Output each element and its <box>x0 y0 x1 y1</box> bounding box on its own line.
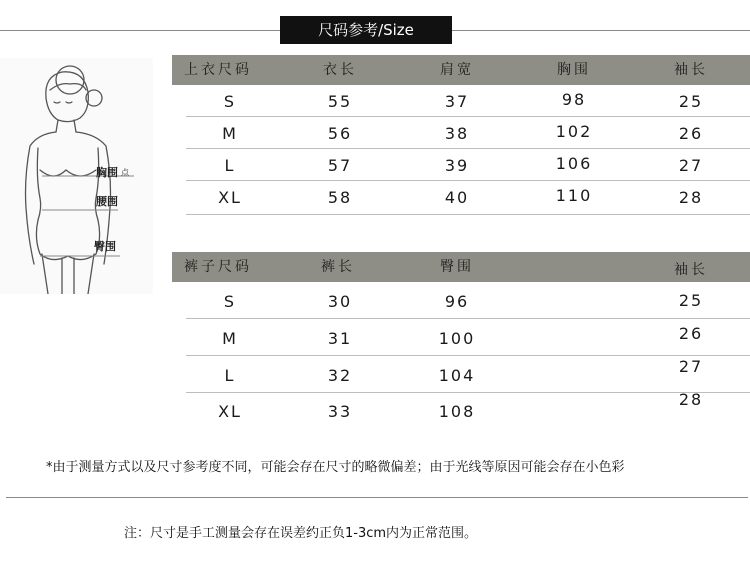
table-row <box>186 356 750 393</box>
table-row <box>186 149 750 181</box>
size-cell: S <box>223 92 237 111</box>
header-bust: 胸围 <box>557 62 591 78</box>
hip-cell: 96 <box>444 292 470 311</box>
pants-size-table <box>172 252 750 428</box>
length-cell: 56 <box>327 124 353 143</box>
length-cell: 55 <box>327 92 353 111</box>
pants-length-cell: 33 <box>327 402 353 421</box>
sleeve-cell: 25 <box>678 291 704 310</box>
hip-cell: 100 <box>438 329 476 348</box>
bust-cell: 110 <box>555 186 593 205</box>
pants-table-header <box>172 252 750 282</box>
length-cell: 57 <box>327 156 353 175</box>
sleeve-cell: 28 <box>678 188 704 207</box>
header-pants-length: 裤长 <box>321 259 355 275</box>
tolerance-note: 注：尺寸是手工测量会存在误差约正负1-3cm内为正常范围。 <box>124 526 478 541</box>
pants-length-cell: 32 <box>327 366 353 385</box>
table-row <box>186 282 750 319</box>
measurement-disclaimer: *由于测量方式以及尺寸参考度不同，可能会存在尺寸的略微偏差；由于光线等原因可能会存在小色彩 <box>46 460 625 475</box>
sleeve-cell: 26 <box>678 324 704 343</box>
header-pants-sleeve: 袖长 <box>674 262 708 278</box>
size-cell: L <box>224 366 236 385</box>
bust-cell: 106 <box>555 154 593 173</box>
header-length: 衣长 <box>323 62 357 78</box>
table-row <box>186 117 750 149</box>
hip-cell: 104 <box>438 366 476 385</box>
sleeve-cell: 27 <box>678 156 704 175</box>
header-shoulder: 肩宽 <box>440 62 474 78</box>
table-row <box>186 181 750 215</box>
pants-length-cell: 31 <box>327 329 353 348</box>
length-cell: 58 <box>327 188 353 207</box>
sleeve-cell: 28 <box>678 390 704 409</box>
size-cell: S <box>223 292 237 311</box>
header-hip: 臀围 <box>440 259 474 275</box>
table-row <box>186 390 750 428</box>
header-top-size: 上衣尺码 <box>184 62 252 78</box>
figure-label-point: 点 <box>121 168 129 177</box>
bottom-divider <box>6 497 748 498</box>
top-size-table <box>172 55 750 217</box>
size-reference-title: 尺码参考/Size <box>280 16 452 44</box>
shoulder-cell: 40 <box>444 188 470 207</box>
figure-label-waist: 腰围 <box>96 195 118 208</box>
header-pants-size: 裤子尺码 <box>184 259 252 275</box>
body-sketch-icon <box>0 58 153 294</box>
bust-cell: 102 <box>555 122 593 141</box>
shoulder-cell: 37 <box>444 92 470 111</box>
body-measurement-figure <box>0 58 153 294</box>
size-cell: XL <box>218 188 242 207</box>
figure-label-hip: 臀围 <box>94 240 116 253</box>
bust-cell: 98 <box>561 90 587 109</box>
header-sleeve: 袖长 <box>674 62 708 78</box>
sleeve-cell: 27 <box>678 357 704 376</box>
size-cell: M <box>222 329 238 348</box>
figure-label-bust: 胸围 <box>96 166 118 179</box>
shoulder-cell: 38 <box>444 124 470 143</box>
sleeve-cell: 25 <box>678 92 704 111</box>
table-row <box>186 85 750 117</box>
size-cell: L <box>224 156 236 175</box>
size-cell: M <box>222 124 238 143</box>
pants-length-cell: 30 <box>327 292 353 311</box>
top-table-header <box>172 55 750 85</box>
sleeve-cell: 26 <box>678 124 704 143</box>
shoulder-cell: 39 <box>444 156 470 175</box>
table-row <box>186 319 750 356</box>
hip-cell: 108 <box>438 402 476 421</box>
size-cell: XL <box>218 402 242 421</box>
